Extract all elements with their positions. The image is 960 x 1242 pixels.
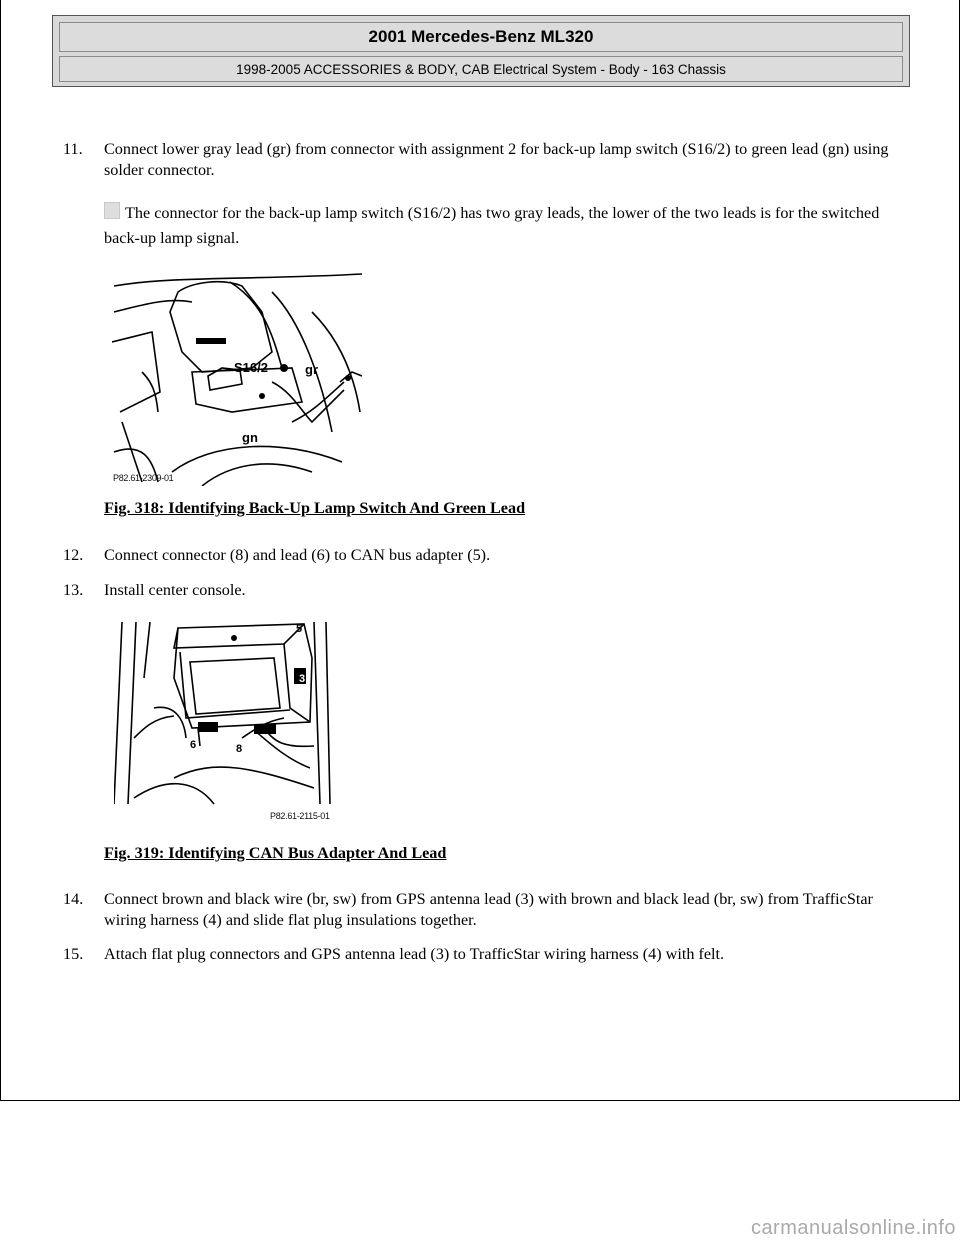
note-text: The connector for the back-up lamp switch (S16/2) has two gray leads, the lower of the two leads is for the switched back-up lamp signal. — [104, 204, 880, 247]
figure-318-caption: Fig. 318: Identifying Back-Up Lamp Switch And Green Lead — [104, 499, 526, 517]
step-text: Connect lower gray lead (gr) from connector with assignment 2 for back-up lamp switch (S16/2) to green lead (gn) using solder connector. — [104, 140, 889, 179]
step-number: 12. — [63, 546, 84, 564]
watermark: carmanualsonline.info — [750, 1217, 956, 1239]
step-number: 11. — [63, 140, 83, 158]
label-gn: gn — [242, 430, 258, 445]
step-12 — [63, 545, 913, 566]
label-gr: gr — [305, 362, 318, 377]
step-text: Install center console. — [104, 581, 246, 599]
document-header — [52, 15, 910, 87]
figure-319-code: P82.61-2115-01 — [270, 811, 330, 821]
document-subtitle: 1998-2005 ACCESSORIES & BODY, CAB Electrical System - Body - 163 Chassis — [59, 56, 903, 82]
figure-319-drawing — [114, 618, 332, 808]
step-text: Connect connector (8) and lead (6) to CAN bus adapter (5). — [104, 546, 491, 564]
label-5: 5 — [296, 623, 303, 635]
step-13 — [63, 580, 913, 601]
document-title: 2001 Mercedes-Benz ML320 — [59, 22, 903, 52]
step-15 — [63, 944, 913, 965]
label-8: 8 — [236, 743, 243, 755]
step-number: 14. — [63, 890, 84, 908]
note-icon — [104, 202, 120, 219]
figure-318-drawing — [112, 272, 364, 486]
note-block — [104, 201, 904, 251]
label-3: 3 — [299, 673, 306, 685]
step-11 — [63, 139, 913, 181]
step-number: 15. — [63, 945, 84, 963]
figure-319-image — [114, 618, 332, 808]
step-text: Connect brown and black wire (br, sw) from GPS antenna lead (3) with brown and black lead (br, sw) from TrafficStar wiring harness (4) and slide flat plug insulations together. — [104, 890, 873, 929]
step-number: 13. — [63, 581, 84, 599]
label-s16-2: S16/2 — [234, 360, 268, 375]
figure-318-image — [112, 272, 364, 486]
figure-319-caption: Fig. 319: Identifying CAN Bus Adapter And Lead — [104, 844, 447, 862]
step-text: Attach flat plug connectors and GPS antenna lead (3) to TrafficStar wiring harness (4) with felt. — [104, 945, 725, 963]
figure-318-code: P82.61-2309-01 — [113, 473, 174, 483]
label-6: 6 — [190, 739, 197, 751]
step-14 — [63, 889, 913, 931]
